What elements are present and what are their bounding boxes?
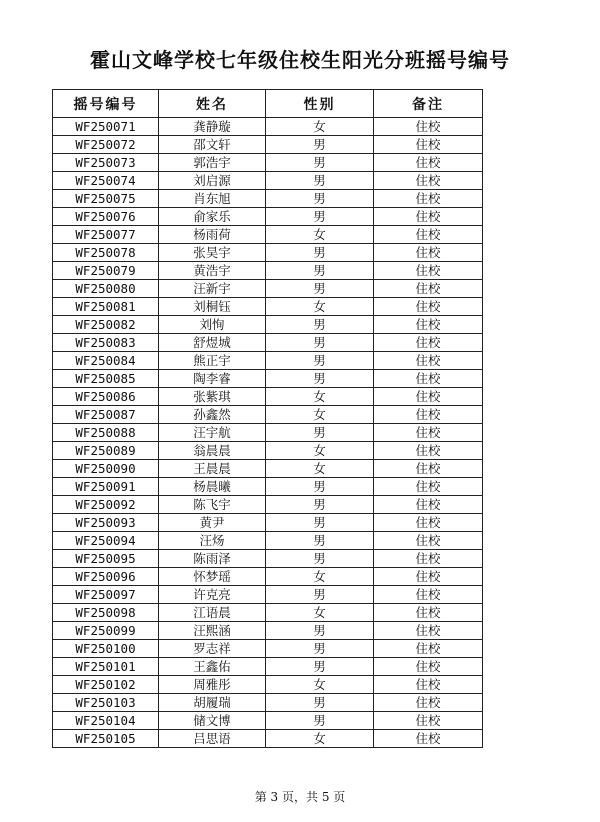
remark-cell: 住校	[374, 280, 483, 298]
gender-cell: 男	[266, 190, 374, 208]
remark-cell: 住校	[374, 568, 483, 586]
lottery-number-cell: WF250071	[53, 118, 159, 136]
lottery-number-cell: WF250094	[53, 532, 159, 550]
gender-cell: 男	[266, 712, 374, 730]
gender-cell: 男	[266, 694, 374, 712]
student-name-cell: 汪熙涵	[159, 622, 266, 640]
lottery-number-cell: WF250093	[53, 514, 159, 532]
table-row	[53, 550, 483, 568]
page-title: 霍山文峰学校七年级住校生阳光分班摇号编号	[90, 48, 510, 72]
remark-cell: 住校	[374, 208, 483, 226]
lottery-number-cell: WF250098	[53, 604, 159, 622]
remark-cell: 住校	[374, 694, 483, 712]
table-row	[53, 604, 483, 622]
student-name-cell: 陈飞宇	[159, 496, 266, 514]
gender-cell: 男	[266, 334, 374, 352]
remark-cell: 住校	[374, 676, 483, 694]
lottery-number-cell: WF250102	[53, 676, 159, 694]
table-row	[53, 676, 483, 694]
student-name-cell: 龚静璇	[159, 118, 266, 136]
student-name-cell: 汪炀	[159, 532, 266, 550]
student-name-cell: 黄浩宇	[159, 262, 266, 280]
remark-cell: 住校	[374, 190, 483, 208]
remark-cell: 住校	[374, 424, 483, 442]
gender-cell: 男	[266, 496, 374, 514]
student-name-cell: 孙鑫然	[159, 406, 266, 424]
table-row	[53, 694, 483, 712]
table-row	[53, 424, 483, 442]
remark-cell: 住校	[374, 226, 483, 244]
gender-cell: 男	[266, 370, 374, 388]
gender-cell: 女	[266, 388, 374, 406]
lottery-number-cell: WF250085	[53, 370, 159, 388]
remark-cell: 住校	[374, 334, 483, 352]
remark-cell: 住校	[374, 658, 483, 676]
lottery-number-cell: WF250087	[53, 406, 159, 424]
student-name-cell: 汪新宇	[159, 280, 266, 298]
gender-cell: 男	[266, 136, 374, 154]
student-name-cell: 许克亮	[159, 586, 266, 604]
table-row	[53, 172, 483, 190]
lottery-number-cell: WF250072	[53, 136, 159, 154]
gender-cell: 女	[266, 118, 374, 136]
lottery-number-cell: WF250091	[53, 478, 159, 496]
remark-cell: 住校	[374, 586, 483, 604]
lottery-number-cell: WF250103	[53, 694, 159, 712]
student-name-cell: 黄尹	[159, 514, 266, 532]
remark-cell: 住校	[374, 262, 483, 280]
table-row	[53, 298, 483, 316]
remark-cell: 住校	[374, 496, 483, 514]
gender-cell: 男	[266, 586, 374, 604]
lottery-number-cell: WF250082	[53, 316, 159, 334]
table-body	[53, 118, 483, 748]
gender-cell: 男	[266, 532, 374, 550]
student-name-cell: 刘启源	[159, 172, 266, 190]
gender-cell: 男	[266, 316, 374, 334]
student-name-cell: 刘桐钰	[159, 298, 266, 316]
table-row	[53, 442, 483, 460]
remark-cell: 住校	[374, 154, 483, 172]
remark-cell: 住校	[374, 622, 483, 640]
lottery-number-cell: WF250097	[53, 586, 159, 604]
student-name-cell: 江语晨	[159, 604, 266, 622]
gender-cell: 男	[266, 550, 374, 568]
lottery-number-cell: WF250078	[53, 244, 159, 262]
header-name: 姓名	[159, 90, 266, 118]
lottery-number-cell: WF250090	[53, 460, 159, 478]
remark-cell: 住校	[374, 712, 483, 730]
table-row	[53, 208, 483, 226]
lottery-number-cell: WF250096	[53, 568, 159, 586]
table-row	[53, 658, 483, 676]
header-remark: 备注	[374, 90, 483, 118]
lottery-number-cell: WF250079	[53, 262, 159, 280]
gender-cell: 男	[266, 262, 374, 280]
gender-cell: 女	[266, 226, 374, 244]
table-row	[53, 388, 483, 406]
lottery-number-cell: WF250105	[53, 730, 159, 748]
table-row	[53, 478, 483, 496]
student-name-cell: 熊正宇	[159, 352, 266, 370]
lottery-number-cell: WF250075	[53, 190, 159, 208]
table-row	[53, 514, 483, 532]
remark-cell: 住校	[374, 514, 483, 532]
student-name-cell: 罗志祥	[159, 640, 266, 658]
table-row	[53, 370, 483, 388]
table-row	[53, 334, 483, 352]
remark-cell: 住校	[374, 730, 483, 748]
lottery-number-cell: WF250081	[53, 298, 159, 316]
gender-cell: 男	[266, 208, 374, 226]
remark-cell: 住校	[374, 406, 483, 424]
remark-cell: 住校	[374, 442, 483, 460]
student-name-cell: 杨晨曦	[159, 478, 266, 496]
lottery-number-cell: WF250076	[53, 208, 159, 226]
gender-cell: 女	[266, 604, 374, 622]
gender-cell: 男	[266, 424, 374, 442]
lottery-number-cell: WF250101	[53, 658, 159, 676]
lottery-number-cell: WF250088	[53, 424, 159, 442]
remark-cell: 住校	[374, 550, 483, 568]
remark-cell: 住校	[374, 640, 483, 658]
roster-table	[52, 89, 483, 748]
lottery-number-cell: WF250073	[53, 154, 159, 172]
lottery-number-cell: WF250077	[53, 226, 159, 244]
lottery-number-cell: WF250083	[53, 334, 159, 352]
student-name-cell: 杨雨荷	[159, 226, 266, 244]
table-row	[53, 136, 483, 154]
lottery-number-cell: WF250089	[53, 442, 159, 460]
gender-cell: 女	[266, 298, 374, 316]
gender-cell: 男	[266, 640, 374, 658]
table-header-row	[53, 90, 483, 118]
remark-cell: 住校	[374, 478, 483, 496]
gender-cell: 女	[266, 730, 374, 748]
lottery-number-cell: WF250074	[53, 172, 159, 190]
table-row	[53, 262, 483, 280]
table-row	[53, 496, 483, 514]
lottery-number-cell: WF250086	[53, 388, 159, 406]
lottery-number-cell: WF250104	[53, 712, 159, 730]
gender-cell: 男	[266, 622, 374, 640]
table-row	[53, 730, 483, 748]
table-row	[53, 532, 483, 550]
table-row	[53, 622, 483, 640]
table-row	[53, 118, 483, 136]
remark-cell: 住校	[374, 604, 483, 622]
gender-cell: 女	[266, 676, 374, 694]
lottery-number-cell: WF250092	[53, 496, 159, 514]
student-name-cell: 郭浩宇	[159, 154, 266, 172]
student-name-cell: 刘恂	[159, 316, 266, 334]
page-footer: 第 3 页，共 5 页	[254, 790, 346, 804]
student-name-cell: 周雅彤	[159, 676, 266, 694]
table-row	[53, 712, 483, 730]
gender-cell: 男	[266, 514, 374, 532]
gender-cell: 男	[266, 244, 374, 262]
table-row	[53, 244, 483, 262]
student-name-cell: 俞家乐	[159, 208, 266, 226]
gender-cell: 女	[266, 406, 374, 424]
student-name-cell: 吕思语	[159, 730, 266, 748]
gender-cell: 男	[266, 478, 374, 496]
table-row	[53, 280, 483, 298]
lottery-number-cell: WF250099	[53, 622, 159, 640]
lottery-number-cell: WF250100	[53, 640, 159, 658]
remark-cell: 住校	[374, 316, 483, 334]
gender-cell: 女	[266, 568, 374, 586]
gender-cell: 男	[266, 658, 374, 676]
student-name-cell: 储文博	[159, 712, 266, 730]
lottery-number-cell: WF250080	[53, 280, 159, 298]
table-row	[53, 568, 483, 586]
remark-cell: 住校	[374, 136, 483, 154]
student-name-cell: 翁晨晨	[159, 442, 266, 460]
table-row	[53, 586, 483, 604]
student-name-cell: 舒煜城	[159, 334, 266, 352]
header-gender: 性别	[266, 90, 374, 118]
student-name-cell: 陈雨泽	[159, 550, 266, 568]
remark-cell: 住校	[374, 532, 483, 550]
remark-cell: 住校	[374, 370, 483, 388]
lottery-number-cell: WF250095	[53, 550, 159, 568]
student-name-cell: 王晨晨	[159, 460, 266, 478]
gender-cell: 女	[266, 460, 374, 478]
table-row	[53, 406, 483, 424]
table-row	[53, 154, 483, 172]
remark-cell: 住校	[374, 460, 483, 478]
table-row	[53, 316, 483, 334]
student-name-cell: 胡履瑞	[159, 694, 266, 712]
gender-cell: 男	[266, 280, 374, 298]
gender-cell: 男	[266, 352, 374, 370]
table-row	[53, 226, 483, 244]
remark-cell: 住校	[374, 118, 483, 136]
lottery-number-cell: WF250084	[53, 352, 159, 370]
gender-cell: 男	[266, 172, 374, 190]
header-lottery-number: 摇号编号	[53, 90, 159, 118]
remark-cell: 住校	[374, 172, 483, 190]
remark-cell: 住校	[374, 352, 483, 370]
gender-cell: 男	[266, 154, 374, 172]
student-name-cell: 汪宇航	[159, 424, 266, 442]
student-name-cell: 张紫琪	[159, 388, 266, 406]
student-name-cell: 陶李睿	[159, 370, 266, 388]
remark-cell: 住校	[374, 244, 483, 262]
student-name-cell: 邵文轩	[159, 136, 266, 154]
student-name-cell: 王鑫佑	[159, 658, 266, 676]
remark-cell: 住校	[374, 388, 483, 406]
table-row	[53, 460, 483, 478]
student-name-cell: 肖东旭	[159, 190, 266, 208]
table-row	[53, 352, 483, 370]
student-name-cell: 怀梦瑶	[159, 568, 266, 586]
table-row	[53, 640, 483, 658]
student-name-cell: 张昊宇	[159, 244, 266, 262]
remark-cell: 住校	[374, 298, 483, 316]
table-row	[53, 190, 483, 208]
gender-cell: 女	[266, 442, 374, 460]
